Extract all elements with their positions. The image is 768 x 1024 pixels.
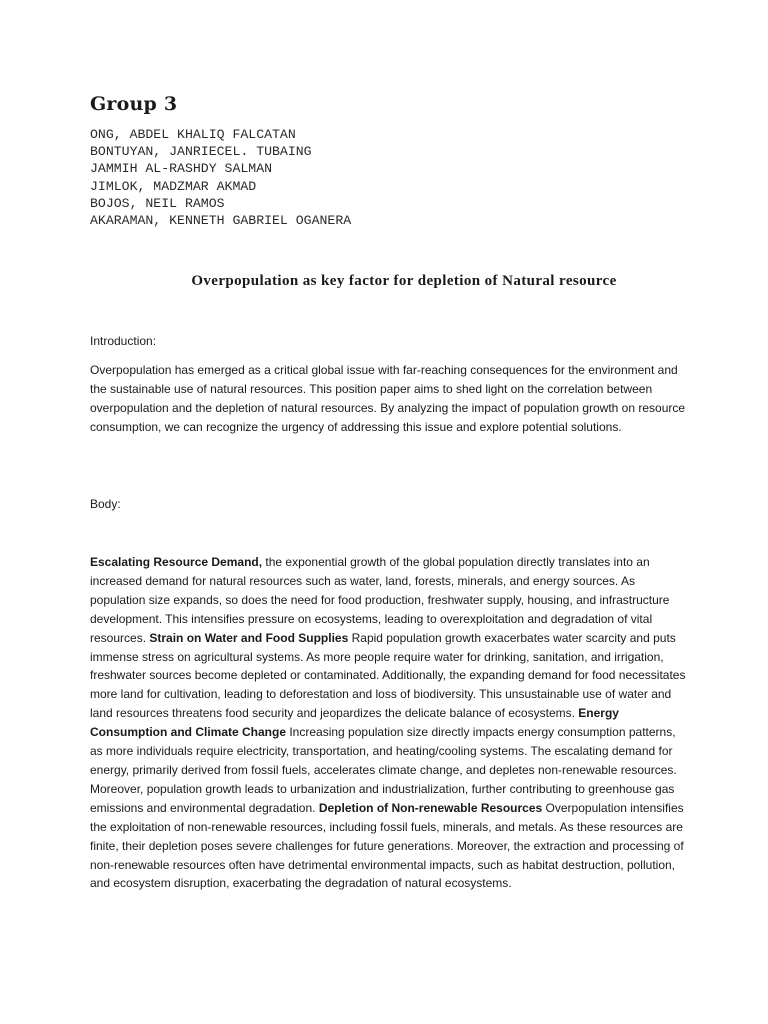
member-list	[90, 126, 351, 229]
introduction-label: Introduction:	[90, 334, 157, 348]
section-heading-resource-demand: Escalating Resource Demand,	[90, 555, 263, 569]
member-name: JAMMIH AL-RASHDY SALMAN	[90, 161, 273, 177]
body-label: Body:	[90, 497, 121, 511]
member-name: BONTUYAN, JANRIECEL. TUBAING	[90, 144, 312, 160]
member-name: ONG, ABDEL KHALIQ FALCATAN	[90, 127, 296, 142]
introduction-paragraph: Overpopulation has emerged as a critical global issue with far-reaching consequences for the environment and the sustainable use of natural resources. This position paper aims to shed light on the correlation between overpopulation and the depletion of natural resources. By analyzing the impact of population growth on resource consumption, we can recognize the urgency of addressing this issue and explore potential solutions.	[90, 363, 686, 434]
member-name: AKARAMAN, KENNETH GABRIEL OGANERA	[90, 213, 352, 229]
paper-title: Overpopulation as key factor for depletion of Natural resource	[191, 273, 617, 289]
member-name: JIMLOK, MADZMAR AKMAD	[90, 178, 257, 194]
section-text-non-renewable: Overpopulation intensifies the exploitation of non-renewable resources, including fossil fuels, minerals, and metals. As these resources are finite, their depletion poses severe challenges for future generations. Moreover, the extraction and processing of non-renewable resources often have detrimental environmental impacts, such as habitat destruction, pollution, and ecosystem disruption, exacerbating the degradation of natural ecosystems.	[90, 800, 684, 891]
member-name: BOJOS, NEIL RAMOS	[90, 195, 225, 211]
group-title: Group 3	[90, 93, 178, 115]
section-text-resource-demand: the exponential growth of the global population directly translates into an increased demand for natural resources such as water, land, forests, minerals, and energy sources. As population size expands, so does the need for food production, freshwater supply, housing, and infrastructure development. This intensifies pressure on ecosystems, leading to overexploitation and degradation of vital resources.	[90, 555, 670, 645]
section-heading-energy-climate: Energy Consumption and Climate Change	[90, 706, 619, 740]
section-text-water-food: Rapid population growth exacerbates water scarcity and puts immense stress on agricultural systems. As more people require water for drinking, sanitation, and irrigation, freshwater sources become depleted or contaminated. Additionally, the expanding demand for food necessitates more land for cultivation, leading to deforestation and loss of biodiversity. This unsustainable use of water and land resources threatens food security and jeopardizes the delicate balance of ecosystems.	[90, 630, 686, 721]
section-text-energy-climate: Increasing population size directly impacts energy consumption patterns, as more individuals require electricity, transportation, and heating/cooling systems. The escalating demand for energy, primarily derived from fossil fuels, accelerates climate change, and depletes non-renewable resources. Moreover, population growth leads to urbanization and industrialization, further contributing to greenhouse gas emissions and environmental degradation.	[90, 725, 677, 815]
section-heading-water-food: Strain on Water and Food Supplies	[149, 630, 349, 645]
body-paragraph	[90, 553, 690, 893]
section-heading-non-renewable: Depletion of Non-renewable Resources	[318, 800, 543, 815]
